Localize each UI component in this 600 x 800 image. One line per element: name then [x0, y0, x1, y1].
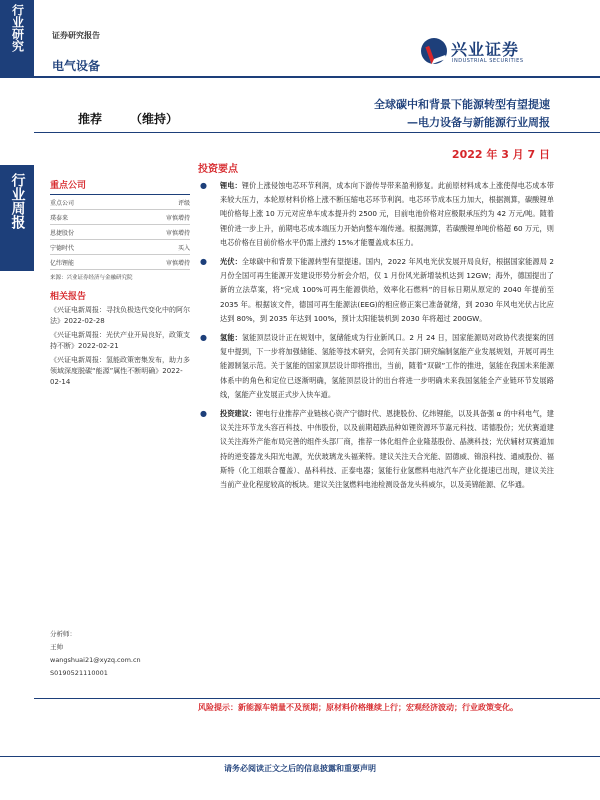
sidebar-top-text: 行业研究	[10, 4, 25, 52]
sidebar-band	[0, 0, 34, 800]
related-reports	[50, 289, 190, 388]
logo-mark-icon	[421, 38, 447, 64]
analyst-label: 分析师：	[50, 630, 76, 638]
report-link[interactable]: 《兴证电新周报：寻找负极迭代变化中的阿尔法》2022-02-28	[50, 306, 190, 325]
bullet-icon: ●	[200, 257, 207, 267]
investment-title: 投资要点	[198, 164, 238, 175]
table-cell: 宁德时代	[50, 240, 120, 255]
logo-cn-text: 兴业证券	[451, 40, 520, 59]
para-advice	[198, 407, 554, 492]
para-lithium	[198, 179, 554, 250]
key-companies-title: 重点公司	[50, 181, 87, 191]
para-keyword: 投资建议：	[220, 409, 257, 419]
para-text: 锂电行业推荐产业链核心资产宁德时代、恩捷股份、亿纬锂能，以及具备强 α 的中科电气，建议关注环节龙头容百科技、中伟股份，以及前期超跌品种如锂资源环节嘉元科技、诺德股份；光伏赛道建议关注海外产能布局完善的组件头部厂商，推荐一体化组件企业隆基股份、晶澳科技；光伏辅材双赛道加持的逆变器龙头阳光电源，光伏玻璃龙头福莱特。建议关注天合光能、固德威、锦浪科技、通威股份、福斯特（化工组联合覆盖）、晶科科技、正泰电器；氢能行业氢燃料电池汽车产业化提速已出现，建议关注当前产业化程度较高的板块。建议关注氢燃料电池检测设备龙头科威尔，以及美锦能源、亿华通。	[220, 409, 554, 490]
para-solar	[198, 255, 554, 326]
analyst-box	[50, 628, 190, 690]
risk-notice: 风险提示：新能源车销量不及预期；原材料价格继续上行；宏观经济波动；行业政策变化。	[198, 703, 518, 712]
sector-name: 电气设备	[52, 59, 101, 73]
para-text: 氢能顶层设计正在规划中，氢储能成为行业新风口。2 月 24 日，国家能源局对政协代表提案的回复中提到，下一步将加强储能、氢能等技术研究，会同有关部门研究编制氢能产业发展规划，开展可再生能源制氢示范。关于氢能的国家顶层设计即将推出，当前，随着“双碳”工作的推进，氢能在我国未来能源体系中的角色和定位已逐渐明确，氢能顶层设计的出台将进一步明确未来我国氢能全产业链环节发展路线，氢能产业发展正式步入快车道。	[220, 333, 554, 399]
table-cell: 评级	[120, 195, 190, 210]
table-cell: 璞泰来	[50, 210, 120, 225]
key-companies-table	[50, 194, 190, 270]
logo-en-text: INDUSTRIAL SECURITIES	[452, 58, 524, 64]
table-row	[50, 240, 190, 255]
analyst-cert: S0190521110001	[50, 669, 108, 677]
table-cell: 审慎增持	[120, 225, 190, 240]
table-row	[50, 255, 190, 270]
company-logo	[421, 38, 551, 68]
table-cell: 重点公司	[50, 195, 120, 210]
analyst-name: 王帅	[50, 643, 63, 651]
para-keyword: 锂电：	[220, 181, 242, 190]
investment-section	[198, 160, 554, 497]
table-row	[50, 225, 190, 240]
analyst-email[interactable]: wangshuai21@xyzq.com.cn	[50, 656, 141, 664]
report-date: 2022 年 3 月 7 日	[451, 148, 550, 161]
table-cell: 审慎增持	[120, 210, 190, 225]
table-cell: 亿纬锂能	[50, 255, 120, 270]
footer-disclaimer: 请务必阅读正文之后的信息披露和重要声明	[224, 764, 376, 773]
table-cell: 买入	[120, 240, 190, 255]
doc-type: 证券研究报告	[52, 31, 100, 40]
bullet-icon: ●	[200, 333, 207, 343]
related-reports-title: 相关报告	[50, 292, 87, 302]
table-row	[50, 210, 190, 225]
rating-label: 推荐	[78, 112, 103, 126]
left-column	[50, 178, 190, 388]
header-rule	[34, 76, 600, 78]
para-text: 锂价上涨侵蚀电芯环节利润，成本向下游传导带来盈利修复。此前原材料成本上涨使得电芯成本带来较大压力，本轮原材料价格上涨不断压缩电芯环节利润。电芯环节成本压力加大，根据测算，碳酸锂单吨价格每上涨 10 万元对应单车成本提升约 2500 元，目前电池价格对应极限承压约为 42 万元/吨。随着锂价进一步上升，前期电芯成本端压力开始向整车端传递。根据测算，若碳酸锂单吨价格超 60 万元，则电芯价格在目前价格水平仍需上涨约 15%才能覆盖成本压力。	[220, 181, 554, 247]
rating-status: （维持）	[130, 112, 179, 126]
sidebar-top-label	[0, 0, 34, 78]
report-title: 全球碳中和背景下能源转型有望提速	[374, 98, 550, 111]
footer-rule	[0, 756, 600, 757]
bullet-icon: ●	[200, 409, 207, 419]
para-text: 全球碳中和背景下能源转型有望提速。国内，2022 年风电光伏发展开局良好，根据国家能源局 2 月份全国可再生能源开发建设形势分析会介绍，仅 1 月份风光新增装机达到 12GW；海外，德国提出了新的立法草案，将“完成 100%可再生能源供给，效率化石燃料”的目标日期从原定的 2040 年提前至 2035 年。根据该文件，德国可再生能源法(EEG)的相应修正案已准备就绪，到 2030 年风电光伏占比应达到 80%，到 2035 年达到 100%，预计太阳能装机到 2030 年将超过 200GW。	[220, 257, 554, 323]
table-cell: 恩捷股份	[50, 225, 120, 240]
table-source: 来源：兴业证券经济与金融研究院	[50, 275, 133, 281]
title-rule	[34, 132, 600, 133]
report-link[interactable]: 《兴证电新周报：光伏产业开局良好，政策支持不断》2022-02-21	[50, 331, 190, 350]
sidebar-mid-text: 行业周报	[9, 173, 26, 229]
bullet-icon: ●	[200, 181, 207, 190]
para-keyword: 光伏：	[220, 257, 242, 267]
report-subtitle: —电力设备与新能源行业周报	[407, 116, 550, 129]
risk-rule	[34, 698, 600, 699]
para-keyword: 氢能：	[220, 333, 242, 343]
para-hydrogen	[198, 331, 554, 402]
table-cell: 审慎增持	[120, 255, 190, 270]
table-row	[50, 195, 190, 210]
report-link[interactable]: 《兴证电新周报：氢能政策密集发布，助力多领域深度脱碳“能源”属性不断明确》2022-02-14	[50, 356, 190, 386]
sidebar-mid-label	[0, 165, 34, 271]
